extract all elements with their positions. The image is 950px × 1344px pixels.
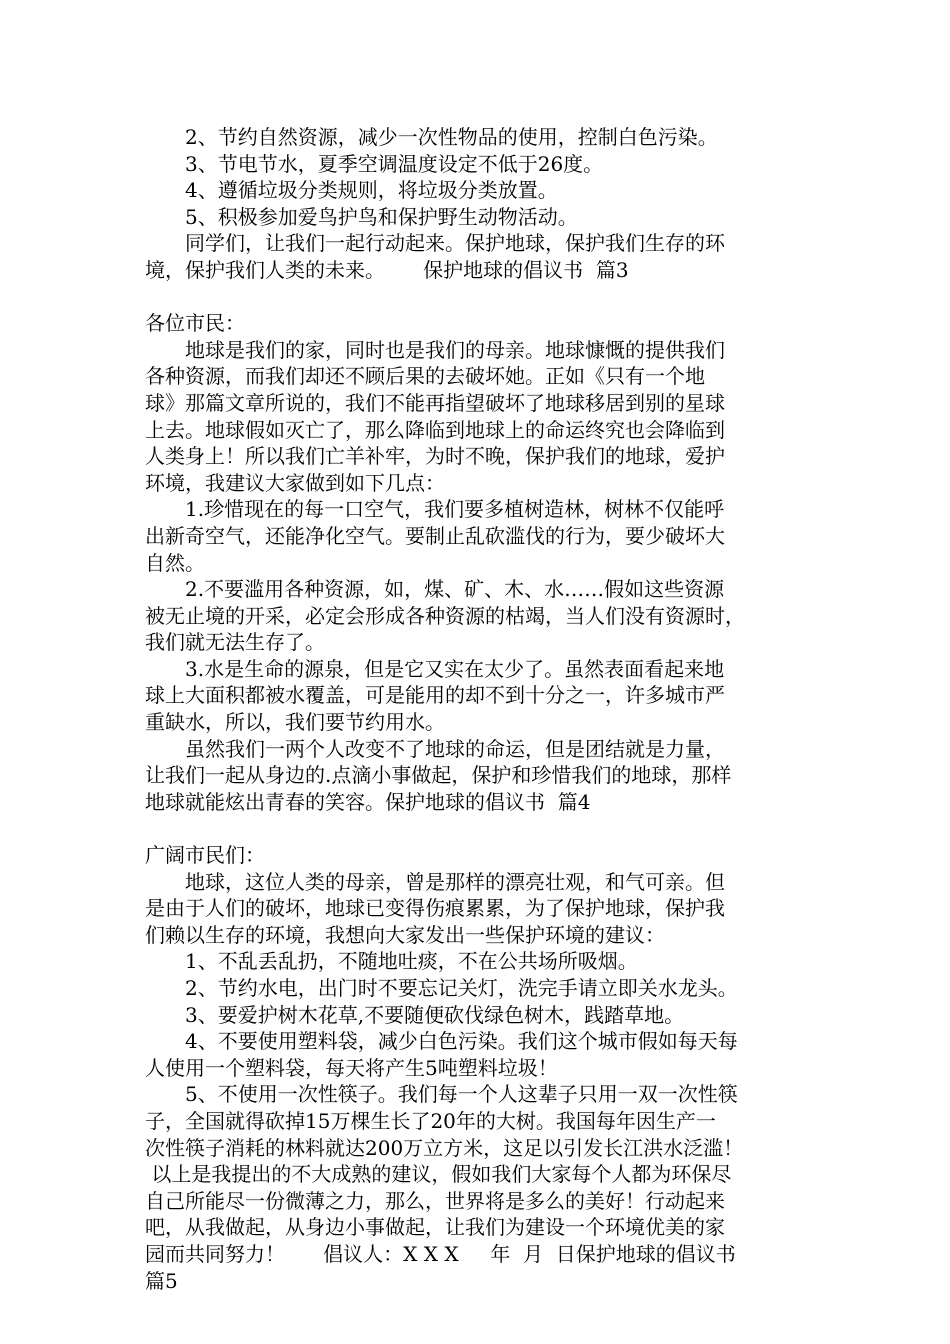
text-line: 是由于人们的破坏，地球已变得伤痕累累，为了保护地球，保护我 <box>145 896 725 921</box>
text-line: 各种资源，而我们却还不顾后果的去破坏她。正如《只有一个地 <box>145 364 705 389</box>
text-line: 自然。 <box>145 550 205 575</box>
text-line: 地球是我们的家，同时也是我们的母亲。地球慷慨的提供我们 <box>185 337 725 362</box>
text-line: 地球就能炫出青春的笑容。保护地球的倡议书 篇4 <box>145 789 591 814</box>
text-line: 人使用一个塑料袋，每天将产生5吨塑料垃圾！ <box>145 1055 558 1080</box>
text-line: 以上是我提出的不大成熟的建议，假如我们大家每个人都为环保尽 <box>145 1162 732 1187</box>
text-line: 子，全国就得砍掉15万棵生长了20年的大树。我国每年因生产一 <box>145 1108 716 1133</box>
text-line: 被无止境的开采，必定会形成各种资源的枯竭，当人们没有资源时， <box>145 603 745 628</box>
text-line: 广阔市民们： <box>145 843 265 868</box>
text-line: 上去。地球假如灭亡了，那么降临到地球上的命运终究也会降临到 <box>145 417 725 442</box>
text-line: 3、要爱护树木花草,不要随便砍伐绿色树木，践踏草地。 <box>185 1002 685 1027</box>
text-line: 4、遵循垃圾分类规则，将垃圾分类放置。 <box>185 178 558 203</box>
text-line: 球》那篇文章所说的，我们不能再指望破坏了地球移居到别的星球 <box>145 390 725 415</box>
text-line: 出新奇空气，还能净化空气。要制止乱砍滥伐的行为，要少破坏大 <box>145 523 725 548</box>
text-line: 境，保护我们人类的未来。 保护地球的倡议书 篇3 <box>145 257 629 282</box>
text-line: 次性筷子消耗的林料就达200万立方米，这足以引发长江洪水泛滥！ <box>145 1135 744 1160</box>
text-line: 球上大面积都被水覆盖，可是能用的却不到十分之一，许多城市严 <box>145 683 725 708</box>
text-line: 让我们一起从身边的.点滴小事做起，保护和珍惜我们的地球，那样 <box>145 763 732 788</box>
text-line: 各位市民： <box>145 311 245 336</box>
text-line: 园而共同努力！ 倡议人：X X X 年 月 日保护地球的倡议书 <box>145 1241 736 1266</box>
text-line: 3.水是生命的源泉，但是它又实在太少了。虽然表面看起来地 <box>185 656 725 681</box>
text-line: 地球，这位人类的母亲，曾是那样的漂亮壮观，和气可亲。但 <box>185 869 725 894</box>
text-line: 们赖以生存的环境，我想向大家发出一些保护环境的建议： <box>145 922 665 947</box>
text-line: 篇5 <box>145 1268 178 1293</box>
text-line: 2、节约自然资源，减少一次性物品的使用，控制白色污染。 <box>185 125 718 149</box>
text-line: 2.不要滥用各种资源，如，煤、矿、木、水……假如这些资源 <box>185 577 725 602</box>
text-line: 4、不要使用塑料袋，减少白色污染。我们这个城市假如每天每 <box>185 1029 738 1054</box>
blank-line <box>145 815 807 842</box>
text-line: 重缺水，所以，我们要节约用水。 <box>145 710 445 735</box>
document-body <box>145 124 807 1294</box>
blank-line <box>145 284 807 311</box>
text-line: 3、节电节水，夏季空调温度设定不低于26度。 <box>185 151 604 176</box>
text-line: 自己所能尽一份微薄之力，那么，世界将是多么的美好！行动起来 <box>145 1188 725 1213</box>
text-line: 1.珍惜现在的每一口空气，我们要多植树造林，树林不仅能呼 <box>185 497 725 522</box>
text-line: 1、不乱丢乱扔，不随地吐痰，不在公共场所吸烟。 <box>185 949 638 974</box>
text-line: 我们就无法生存了。 <box>145 630 325 655</box>
text-line: 虽然我们一两个人改变不了地球的命运，但是团结就是力量， <box>185 736 725 761</box>
text-line: 同学们，让我们一起行动起来。保护地球，保护我们生存的环 <box>185 231 725 256</box>
text-line: 5、不使用一次性筷子。我们每一个人这辈子只用一双一次性筷 <box>185 1082 738 1107</box>
text-line: 5、积极参加爱鸟护鸟和保护野生动物活动。 <box>185 204 578 229</box>
text-line: 人类身上！所以我们亡羊补牢，为时不晚，保护我们的地球，爱护 <box>145 444 725 469</box>
text-line: 环境，我建议大家做到如下几点： <box>145 470 445 495</box>
text-line: 2、节约水电，出门时不要忘记关灯，洗完手请立即关水龙头。 <box>185 976 738 1000</box>
text-line: 吧，从我做起，从身边小事做起，让我们为建设一个环境优美的家 <box>145 1215 725 1240</box>
